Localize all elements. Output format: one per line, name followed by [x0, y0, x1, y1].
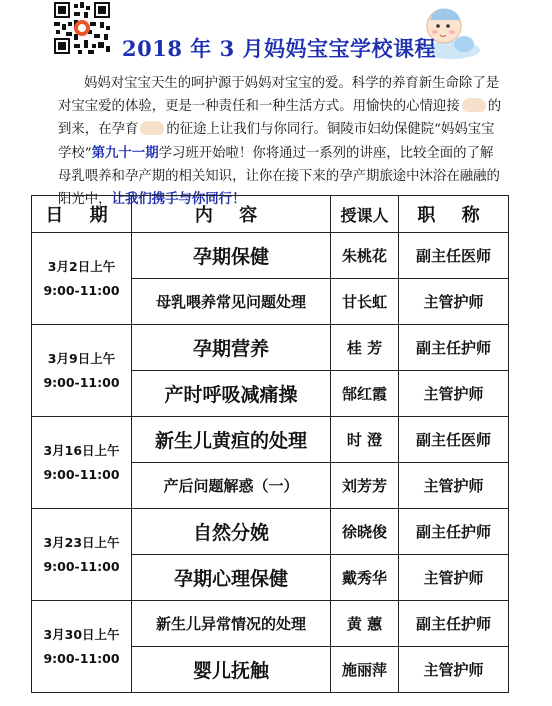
- lecturer-title: 副主任护师: [399, 601, 509, 647]
- table-row: [32, 417, 509, 463]
- session-time: 9:00-11:00: [43, 282, 120, 298]
- intro-text-2: 的到来，在孕育: [58, 99, 502, 138]
- course-content: 产后问题解惑（一）: [132, 463, 331, 509]
- header-title: 职 称: [399, 196, 509, 233]
- session-time: 9:00-11:00: [43, 650, 120, 666]
- baby-face-icon: [462, 98, 486, 112]
- lecturer-title: 主管护师: [399, 371, 509, 417]
- intro-text-4: 学习班开始啦！你将通过一系列的讲座，比较全面的了解母乳喂养和孕产期的相关知识，让你在接下来的孕产期旅途中沐浴在融融的阳光中，: [58, 145, 500, 208]
- lecturer-name: 甘长虹: [331, 279, 399, 325]
- lecturer-title: 副主任护师: [399, 325, 509, 371]
- page-title: 2018 年 3 月妈妈宝宝学校课程: [122, 36, 436, 61]
- lecturer-title: 主管护师: [399, 463, 509, 509]
- session-date: 3月2日上午: [47, 258, 116, 274]
- lecturer-title: 主管护师: [399, 555, 509, 601]
- intro-paragraph: [58, 72, 506, 211]
- course-content: 自然分娩: [132, 509, 331, 555]
- qr-code: [54, 2, 110, 54]
- session-date: 3月30日上午: [43, 626, 120, 642]
- session-time: 9:00-11:00: [43, 466, 120, 482]
- lecturer-name: 黄 蕙: [331, 601, 399, 647]
- lecturer-name: 朱桃花: [331, 233, 399, 279]
- table-row: [32, 325, 509, 371]
- session-date-cell: [32, 233, 132, 325]
- course-content: 新生儿异常情况的处理: [132, 601, 331, 647]
- session-number: 第九十一期: [91, 144, 159, 161]
- lecturer-name: 郜红霞: [331, 371, 399, 417]
- lecturer-name: 徐晓俊: [331, 509, 399, 555]
- lecturer-title: 副主任护师: [399, 509, 509, 555]
- lecturer-name: 刘芳芳: [331, 463, 399, 509]
- lecturer-title: 主管护师: [399, 279, 509, 325]
- table-header-row: [32, 196, 509, 233]
- table-row: [32, 601, 509, 647]
- baby-face-icon: [140, 121, 164, 135]
- session-date-cell: [32, 325, 132, 417]
- closing-slogan: 让我们携手与你同行！: [111, 191, 246, 208]
- session-time: 9:00-11:00: [43, 374, 120, 390]
- course-content: 新生儿黄疸的处理: [132, 417, 331, 463]
- session-date-cell: [32, 509, 132, 601]
- lecturer-title: 副主任医师: [399, 233, 509, 279]
- lecturer-name: 时 澄: [331, 417, 399, 463]
- header-content: 内 容: [132, 196, 331, 233]
- course-content: 母乳喂养常见问题处理: [132, 279, 331, 325]
- lecturer-name: 施丽萍: [331, 647, 399, 693]
- lecturer-title: 副主任医师: [399, 417, 509, 463]
- header-teacher: 授课人: [331, 196, 399, 233]
- session-time: 9:00-11:00: [43, 558, 120, 574]
- course-content: 产时呼吸减痛操: [132, 371, 331, 417]
- session-date-cell: [32, 601, 132, 693]
- session-date: 3月16日上午: [43, 442, 120, 458]
- header-date: 日 期: [32, 196, 132, 233]
- intro-text-1: 妈妈对宝宝天生的呵护源于妈妈对宝宝的爱。科学的养育新生命除了是对宝宝爱的体验，更是一种责任和一种生活方式。用愉快的心情迎接: [58, 76, 500, 115]
- session-date: 3月9日上午: [47, 350, 116, 366]
- course-content: 婴儿抚触: [132, 647, 331, 693]
- course-content: 孕期营养: [132, 325, 331, 371]
- session-date: 3月23日上午: [43, 534, 120, 550]
- course-content: 孕期保健: [132, 233, 331, 279]
- session-date-cell: [32, 417, 132, 509]
- course-content: 孕期心理保健: [132, 555, 331, 601]
- table-row: [32, 509, 509, 555]
- intro-text-3: 的征途上让我们与你同行。铜陵市妇幼保健院“妈妈宝宝学校”: [58, 122, 495, 161]
- lecturer-name: 戴秀华: [331, 555, 399, 601]
- schedule-table: [31, 195, 509, 693]
- lecturer-name: 桂 芳: [331, 325, 399, 371]
- table-row: [32, 233, 509, 279]
- lecturer-title: 主管护师: [399, 647, 509, 693]
